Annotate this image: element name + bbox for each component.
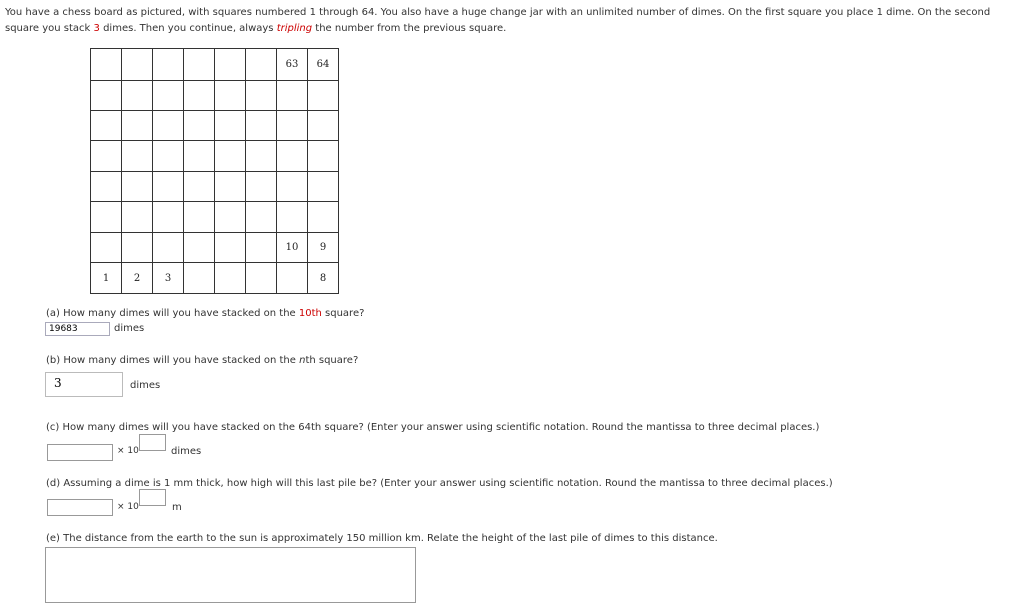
board-square (246, 202, 277, 232)
answer-b-input[interactable]: 3 (45, 372, 123, 397)
board-square (246, 110, 277, 140)
board-square-63: 63 (277, 49, 308, 81)
board-square (215, 232, 246, 262)
board-row (91, 202, 339, 232)
board-square (153, 49, 184, 81)
board-square (91, 141, 122, 171)
intro-highlight-3: 3 (93, 23, 100, 34)
board-square (246, 171, 277, 201)
answer-e-textarea[interactable] (45, 547, 416, 603)
board-square-9: 9 (308, 232, 339, 262)
board-square (153, 141, 184, 171)
question-b-variable: n (299, 355, 306, 366)
answer-c-times-ten: × 10 (117, 446, 139, 456)
board-square-64: 64 (308, 49, 339, 81)
answer-c-exponent-input[interactable] (139, 434, 166, 451)
board-square (91, 232, 122, 262)
board-square-1: 1 (91, 263, 122, 294)
board-row (91, 232, 339, 262)
board-square (122, 171, 153, 201)
board-square (184, 141, 215, 171)
board-square (153, 110, 184, 140)
answer-d-exponent-input[interactable] (139, 489, 166, 506)
board-square (277, 110, 308, 140)
chess-board (90, 48, 339, 294)
board-square (308, 171, 339, 201)
answer-b-unit: dimes (130, 380, 161, 391)
board-row (91, 263, 339, 294)
board-square (184, 80, 215, 110)
question-b-suffix: th square? (305, 355, 359, 366)
board-square (246, 141, 277, 171)
board-square (91, 49, 122, 81)
question-b-prefix: (b) How many dimes will you have stacked on the (46, 355, 300, 366)
board-square (91, 171, 122, 201)
board-square (308, 141, 339, 171)
board-square (122, 80, 153, 110)
intro-text-3: the number from the previous square. (312, 23, 507, 34)
board-square (308, 202, 339, 232)
board-square (91, 80, 122, 110)
board-row (91, 49, 339, 81)
board-square (122, 49, 153, 81)
board-row (91, 171, 339, 201)
board-square (246, 232, 277, 262)
question-a-highlight: 10th (298, 308, 322, 319)
board-square (277, 141, 308, 171)
board-square (215, 80, 246, 110)
question-d: (d) Assuming a dime is 1 mm thick, how high will this last pile be? (Enter your answer using scientific notation. Round the mantissa to three decimal places.) (46, 478, 833, 489)
board-square (184, 110, 215, 140)
board-square (246, 49, 277, 81)
board-square (184, 171, 215, 201)
question-c: (c) How many dimes will you have stacked on the 64th square? (Enter your answer using scientific notation. Round the mantissa to three decimal places.) (46, 422, 820, 433)
board-square (215, 202, 246, 232)
board-square (184, 202, 215, 232)
board-square-3: 3 (153, 263, 184, 294)
answer-a-unit: dimes (114, 323, 145, 334)
intro-highlight-tripling: tripling (276, 23, 313, 34)
board-square (215, 263, 246, 294)
board-square (215, 49, 246, 81)
problem-statement (5, 5, 1017, 37)
question-a (46, 308, 364, 319)
question-b (46, 355, 358, 366)
board-square (246, 263, 277, 294)
board-square (184, 263, 215, 294)
board-square (277, 80, 308, 110)
board-square (91, 110, 122, 140)
answer-c-unit: dimes (171, 446, 202, 457)
board-square (153, 232, 184, 262)
board-square (215, 110, 246, 140)
answer-c-mantissa-input[interactable] (47, 444, 113, 461)
board-square-2: 2 (122, 263, 153, 294)
intro-text-2: dimes. Then you continue, always (99, 23, 277, 34)
intro-text-1: You have a chess board as pictured, with squares numbered 1 through 64. You also have a huge change jar with an unlimited number of dimes. On the first square you place 1 dime. On the second square you stack (5, 7, 991, 34)
question-a-suffix: square? (321, 308, 365, 319)
answer-d-mantissa-input[interactable] (47, 499, 113, 516)
board-square (308, 80, 339, 110)
answer-a-input[interactable]: 19683 (45, 322, 110, 336)
board-square (277, 263, 308, 294)
board-square (277, 202, 308, 232)
board-square (308, 110, 339, 140)
answer-d-unit: m (172, 502, 182, 513)
board-square (91, 202, 122, 232)
board-square (153, 80, 184, 110)
board-square (184, 232, 215, 262)
board-square (122, 141, 153, 171)
board-square (215, 141, 246, 171)
board-row (91, 110, 339, 140)
board-square (246, 80, 277, 110)
board-square (122, 110, 153, 140)
board-square (153, 202, 184, 232)
board-row (91, 141, 339, 171)
board-square-10: 10 (277, 232, 308, 262)
board-square (215, 171, 246, 201)
board-row (91, 80, 339, 110)
board-square (122, 202, 153, 232)
board-square-8: 8 (308, 263, 339, 294)
board-square (153, 171, 184, 201)
board-square (184, 49, 215, 81)
question-e: (e) The distance from the earth to the sun is approximately 150 million km. Relate the height of the last pile of dimes to this distance. (46, 533, 718, 544)
question-a-prefix: (a) How many dimes will you have stacked on the (46, 308, 299, 319)
board-square (277, 171, 308, 201)
board-square (122, 232, 153, 262)
answer-d-times-ten: × 10 (117, 502, 139, 512)
